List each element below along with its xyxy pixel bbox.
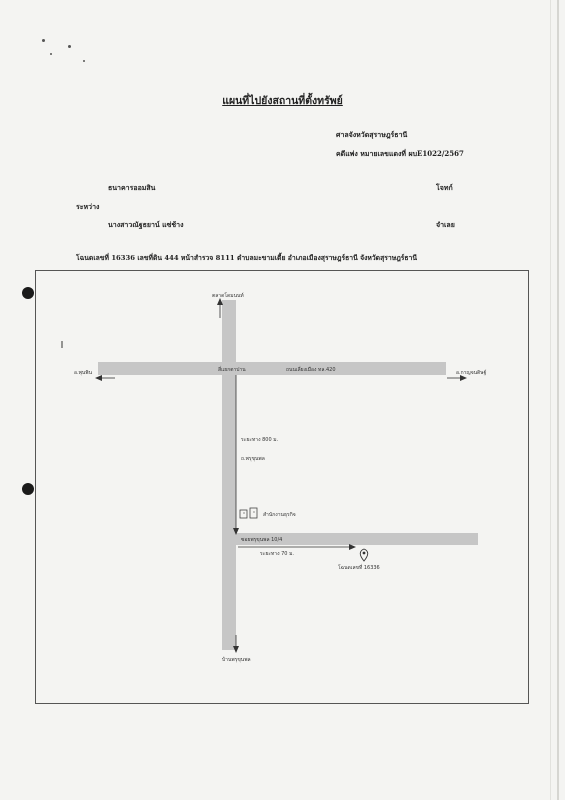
label-west-destination: อ.พุนพิน [74, 370, 93, 376]
plaintiff-name: ธนาคารออมสิน [108, 183, 156, 192]
label-junction: สี่แยกตาปาน [218, 367, 246, 373]
label-bottom-destination: บ้านพรุขุนพล [222, 657, 251, 663]
defendant-role: จำเลย [436, 220, 455, 229]
between-label: ระหว่าง [76, 202, 100, 211]
label-soi: ซอยพรุขุนพล 10/4 [241, 537, 283, 543]
label-landmark: สำนักงานธุรกิจ [263, 512, 296, 518]
case-number: คดีแพ่ง หมายเลขแดงที่ ผบE1022/2567 [336, 149, 464, 158]
label-side-road: ถ.พรุขุนพล [241, 456, 265, 462]
plaintiff-role: โจทก์ [436, 183, 453, 192]
court-name: ศาลจังหวัดสุราษฎร์ธานี [336, 130, 408, 139]
road-north [222, 300, 236, 370]
label-distance-800: ระยะทาง 800 ม. [241, 437, 279, 443]
label-distance-70: ระยะทาง 70 ม. [260, 551, 294, 557]
map-pin-icon [360, 549, 368, 561]
road-south [222, 375, 236, 650]
building-icon [240, 508, 257, 518]
arrowhead-west [95, 375, 102, 381]
label-east-destination: อ.กาญจนดิษฐ์ [456, 370, 487, 376]
label-highway: ถนนเลี่ยงเมือง ทล.420 [286, 367, 336, 373]
defendant-name: นางสาวณัฐธยาน์ แซ่ช้าง [108, 220, 184, 229]
document-title: แผนที่ไปยังสถานที่ตั้งทรัพย์ [222, 95, 343, 107]
deed-description: โฉนดเลขที่ 16336 เลขที่ดิน 444 หน้าสำรวจ 8111 ตำบลมะขามเตี้ย อำเภอเมืองสุราษฎร์ธานี จังหวัดสุราษฎร์ธานี [76, 254, 418, 262]
label-deed-location: โฉนดเลขที่ 16336 [338, 565, 380, 571]
label-top-destination: ตลาดโดมนนท์ [212, 293, 244, 299]
road-highway-420 [98, 362, 446, 375]
